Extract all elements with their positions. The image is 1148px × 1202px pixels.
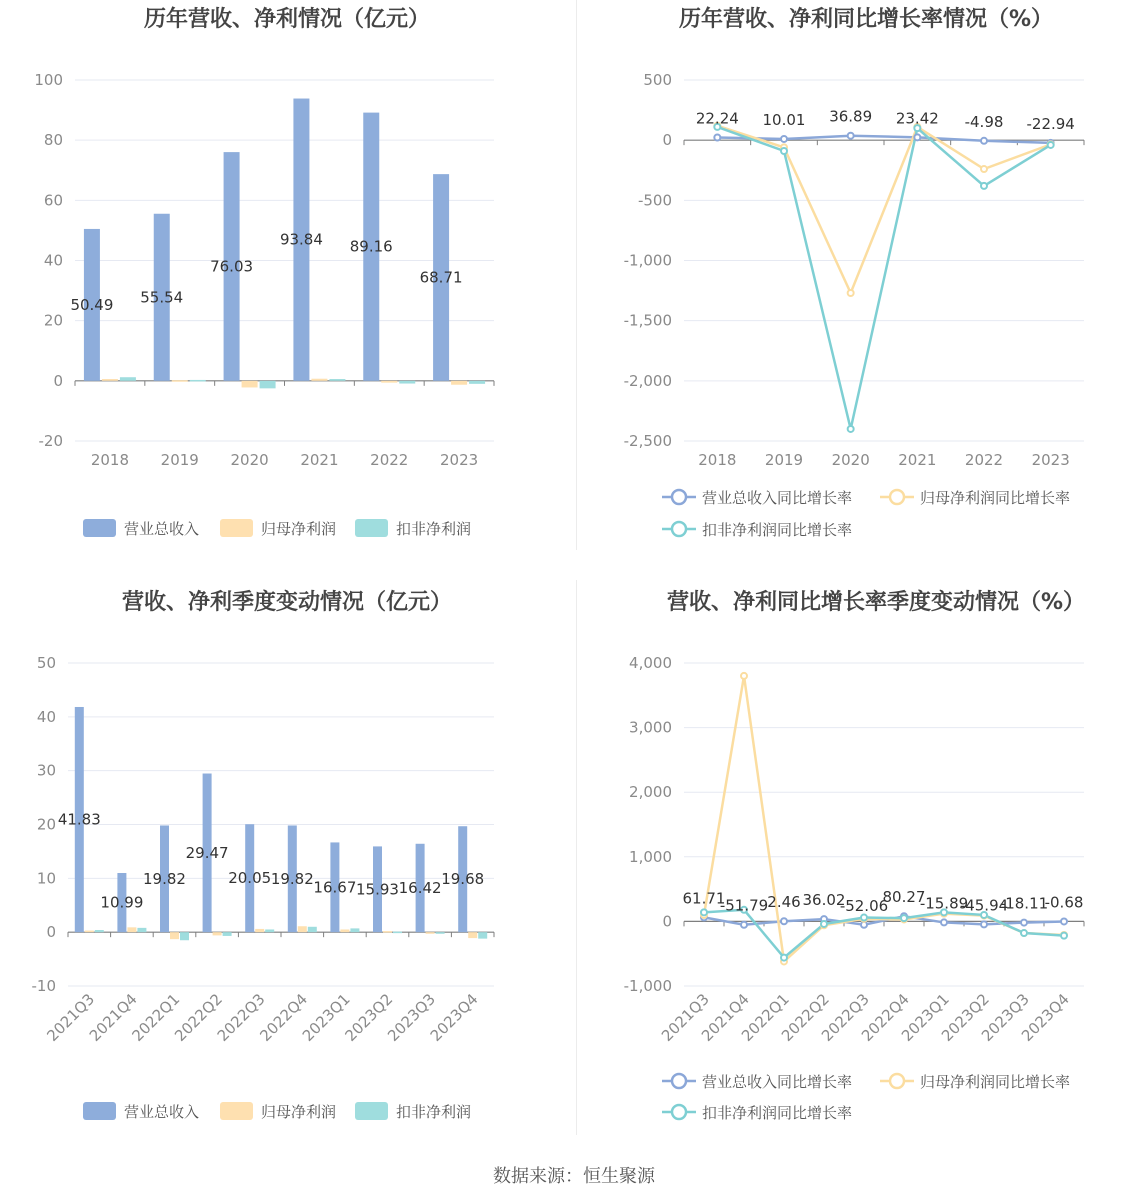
y-tick-label: 500 [643, 71, 672, 89]
bar-1-2022Q1 [170, 932, 179, 939]
point-1-2022 [981, 166, 987, 172]
data-label: 2.46 [767, 893, 801, 912]
y-tick-label: -1,500 [623, 311, 672, 330]
y-tick-label: -1,000 [623, 251, 672, 270]
data-label: 41.83 [57, 810, 101, 829]
data-label: -45.94 [959, 896, 1009, 915]
bar-1-2019 [172, 380, 188, 382]
y-tick-label: -2,000 [623, 371, 672, 390]
bar-2-2023Q2 [393, 932, 402, 934]
y-tick-label: 2,000 [629, 783, 672, 802]
x-tick-label: 2021 [898, 451, 937, 469]
x-tick-label: 2023Q2 [341, 990, 397, 1045]
point-0-2022 [981, 138, 987, 144]
data-label: 16.67 [313, 878, 357, 897]
bar-2-2022Q4 [308, 927, 317, 932]
legend-marker [672, 522, 686, 536]
y-tick-label: 100 [34, 71, 63, 89]
y-tick-label: 80 [43, 131, 63, 150]
y-tick-label: 30 [36, 761, 56, 780]
point-0-2020 [848, 133, 854, 139]
bar-1-2021Q4 [127, 927, 136, 932]
point-2-2022Q1 [781, 955, 787, 961]
point-0-2021Q4 [741, 922, 747, 928]
point-2-2022Q3 [861, 915, 867, 921]
y-tick-label: -20 [38, 432, 63, 450]
chart-title: 历年营收、净利情况（亿元） [143, 7, 431, 32]
y-tick-label: 20 [43, 311, 63, 330]
x-tick-label: 2018 [90, 451, 130, 469]
chart-title: 营收、净利同比增长率季度变动情况（%） [666, 590, 1086, 615]
line-series-1 [717, 126, 1050, 293]
x-tick-label: 2022 [964, 451, 1004, 469]
legend-label: 营业总收入同比增长率 [702, 489, 853, 507]
bar-2-2022Q1 [180, 932, 189, 940]
y-tick-label: 0 [53, 371, 63, 390]
x-tick-label: 2022Q4 [256, 990, 312, 1045]
bar-2-2023Q3 [436, 932, 445, 934]
x-tick-label: 2019 [764, 451, 804, 469]
chart-title: 营收、净利季度变动情况（亿元） [121, 590, 453, 615]
bar-1-2023 [451, 381, 467, 385]
data-label: 22.24 [695, 109, 739, 128]
x-tick-label: 2020 [230, 451, 269, 469]
bar-2-2022Q3 [265, 929, 274, 932]
point-2-2019 [781, 148, 787, 154]
legend-marker [890, 1074, 904, 1088]
x-tick-label: 2022Q1 [738, 990, 793, 1045]
point-2-2023 [1048, 142, 1054, 148]
legend-label: 扣非净利润同比增长率 [702, 1104, 853, 1122]
bar-2-2022Q2 [223, 932, 232, 936]
legend-marker [672, 1074, 686, 1088]
bar-1-2018 [102, 379, 118, 381]
x-tick-label: 2022Q2 [778, 990, 833, 1045]
y-tick-label: -1,000 [623, 977, 672, 995]
data-label: -52.06 [839, 896, 889, 915]
bar-2-2020 [260, 381, 276, 389]
bar-2-2021 [329, 379, 345, 381]
legend-label: 营业总收入 [124, 1103, 200, 1121]
bar-2-2023 [469, 381, 485, 384]
legend-swatch [355, 1102, 388, 1120]
chart-annual-growth-svg [574, 0, 1148, 580]
x-tick-label: 2023Q4 [426, 990, 482, 1045]
legend-swatch [220, 1102, 253, 1120]
bar-2-2022 [399, 381, 415, 384]
x-tick-label: 2023 [1031, 451, 1070, 469]
data-label: 93.84 [279, 230, 323, 249]
x-tick-label: 2021Q3 [43, 990, 99, 1045]
bar-1-2022Q4 [298, 926, 307, 932]
x-tick-label: 2023Q2 [938, 990, 993, 1045]
data-label: -22.94 [1026, 114, 1075, 133]
x-tick-label: 2023Q3 [978, 990, 1033, 1045]
x-tick-label: 2022Q3 [818, 990, 873, 1045]
legend-marker [672, 490, 686, 504]
x-tick-label: 2022 [370, 451, 409, 469]
data-label: -15.89 [919, 894, 969, 913]
chart-annual-growth [574, 0, 1148, 580]
point-2-2023Q3 [1021, 930, 1027, 936]
bar-1-2021 [311, 379, 327, 381]
chart-annual-amounts [0, 0, 574, 580]
point-1-2020 [848, 290, 854, 296]
x-tick-label: 2023Q1 [298, 990, 354, 1045]
y-tick-label: 0 [46, 923, 56, 942]
data-label: 36.89 [829, 107, 873, 126]
chart-quarterly-growth-svg [574, 582, 1148, 1162]
y-tick-label: -10 [31, 977, 56, 995]
legend-swatch [355, 519, 388, 537]
x-tick-label: 2022Q3 [213, 990, 269, 1045]
bar-1-2023Q3 [426, 932, 435, 934]
x-tick-label: 2020 [831, 451, 870, 469]
x-tick-label: 2021Q3 [658, 990, 713, 1045]
bar-1-2023Q4 [468, 932, 477, 938]
bar-1-2023Q1 [340, 929, 349, 932]
x-tick-label: 2023Q1 [898, 990, 953, 1045]
bar-2-2023Q1 [350, 928, 359, 932]
data-label: 50.49 [70, 295, 114, 314]
legend-label: 归母净利润 [261, 1103, 337, 1121]
bar-2-2021Q4 [137, 928, 146, 932]
bar-1-2021Q3 [85, 931, 94, 933]
data-label: 20.05 [228, 869, 272, 888]
chart-title: 历年营收、净利同比增长率情况（%） [678, 7, 1054, 32]
data-label: 89.16 [349, 237, 393, 256]
data-label: 68.71 [419, 268, 463, 287]
divider-top [576, 0, 577, 550]
line-series-2 [704, 910, 1064, 958]
data-label: 10.99 [100, 893, 144, 912]
legend-label: 营业总收入 [124, 520, 200, 538]
data-label: -0.68 [1044, 893, 1084, 912]
y-tick-label: 60 [43, 191, 63, 210]
bar-2-2021Q3 [95, 930, 104, 932]
data-label: 55.54 [140, 288, 184, 307]
point-2-2022Q4 [901, 915, 907, 921]
x-tick-label: 2019 [160, 451, 199, 469]
data-label: 19.82 [143, 869, 186, 888]
legend-label: 归母净利润 [261, 520, 337, 538]
point-0-2019 [781, 136, 787, 142]
bar-2-2018 [120, 377, 136, 381]
y-tick-label: 50 [36, 654, 56, 672]
legend-swatch [220, 519, 253, 537]
data-label: 36.02 [802, 891, 846, 910]
data-label: 19.82 [270, 869, 314, 888]
x-tick-label: 2022Q4 [858, 990, 913, 1045]
data-label: 10.01 [762, 110, 806, 129]
point-2-2022Q2 [821, 921, 827, 927]
y-tick-label: 20 [36, 815, 56, 834]
y-tick-label: 0 [662, 912, 672, 931]
x-tick-label: 2023Q4 [1018, 990, 1073, 1045]
legend-marker [672, 1105, 686, 1119]
y-tick-label: 0 [662, 131, 672, 150]
point-0-2023Q2 [981, 921, 987, 927]
bar-1-2022Q3 [255, 929, 264, 932]
point-0-2023Q3 [1021, 920, 1027, 926]
data-label: -4.98 [964, 112, 1004, 131]
x-tick-label: 2023 [439, 451, 479, 469]
data-label: -18.11 [999, 894, 1049, 913]
chart-quarterly-amounts-svg [0, 582, 574, 1162]
legend-marker [890, 490, 904, 504]
x-tick-label: 2018 [698, 451, 737, 469]
point-1-2021Q4 [741, 673, 747, 679]
data-label: 76.03 [210, 257, 254, 276]
legend-label: 营业总收入同比增长率 [702, 1073, 853, 1091]
y-tick-label: 10 [36, 869, 56, 888]
bar-2-2019 [190, 380, 206, 382]
x-tick-label: 2023Q3 [384, 990, 439, 1045]
point-2-2020 [848, 426, 854, 432]
bar-2-2023Q4 [478, 932, 487, 938]
x-tick-label: 2022Q1 [128, 990, 184, 1045]
x-tick-label: 2021Q4 [85, 990, 141, 1045]
point-0-2022Q1 [781, 918, 787, 924]
data-label: 23.42 [895, 109, 939, 128]
bar-1-2020 [242, 381, 258, 388]
chart-quarterly-amounts [0, 582, 574, 1162]
data-label: 29.47 [185, 843, 229, 862]
chart-annual-amounts-svg [0, 0, 574, 580]
y-tick-label: 3,000 [629, 718, 672, 737]
point-2-2021Q3 [701, 909, 707, 915]
x-tick-label: 2022Q2 [171, 990, 226, 1045]
source-note: 数据来源：恒生聚源 [493, 1166, 655, 1187]
y-tick-label: -2,500 [623, 432, 672, 450]
legend-label: 扣非净利润 [396, 520, 472, 538]
point-2-2023Q4 [1061, 933, 1067, 939]
bar-1-2023Q2 [383, 931, 392, 933]
legend-label: 归母净利润同比增长率 [920, 489, 1071, 507]
point-0-2023Q1 [941, 919, 947, 925]
y-tick-label: 4,000 [629, 654, 672, 672]
data-label: 16.42 [398, 878, 442, 897]
bar-1-2022Q2 [213, 932, 222, 935]
point-0-2018 [714, 134, 720, 140]
legend-label: 归母净利润同比增长率 [920, 1073, 1071, 1091]
data-label: 19.68 [441, 870, 485, 889]
x-tick-label: 2021Q4 [698, 990, 753, 1045]
chart-quarterly-growth [574, 582, 1148, 1162]
legend-swatch [83, 1102, 116, 1120]
point-2-2022 [981, 183, 987, 189]
data-label: -51.79 [719, 896, 769, 915]
divider-bottom [576, 580, 577, 1135]
y-tick-label: 1,000 [629, 847, 672, 866]
legend-swatch [83, 519, 116, 537]
y-tick-label: 40 [43, 251, 63, 270]
line-series-2 [717, 127, 1050, 429]
legend-label: 扣非净利润 [396, 1103, 472, 1121]
x-tick-label: 2021 [300, 451, 339, 469]
point-0-2021 [914, 134, 920, 140]
legend-label: 扣非净利润同比增长率 [702, 521, 853, 539]
data-label: 80.27 [882, 888, 926, 907]
bar-1-2022 [381, 381, 397, 383]
data-label: 15.93 [356, 880, 399, 899]
point-0-2023Q4 [1061, 918, 1067, 924]
y-tick-label: -500 [637, 191, 672, 210]
data-label: 61.71 [682, 889, 726, 908]
y-tick-label: 40 [36, 707, 56, 726]
